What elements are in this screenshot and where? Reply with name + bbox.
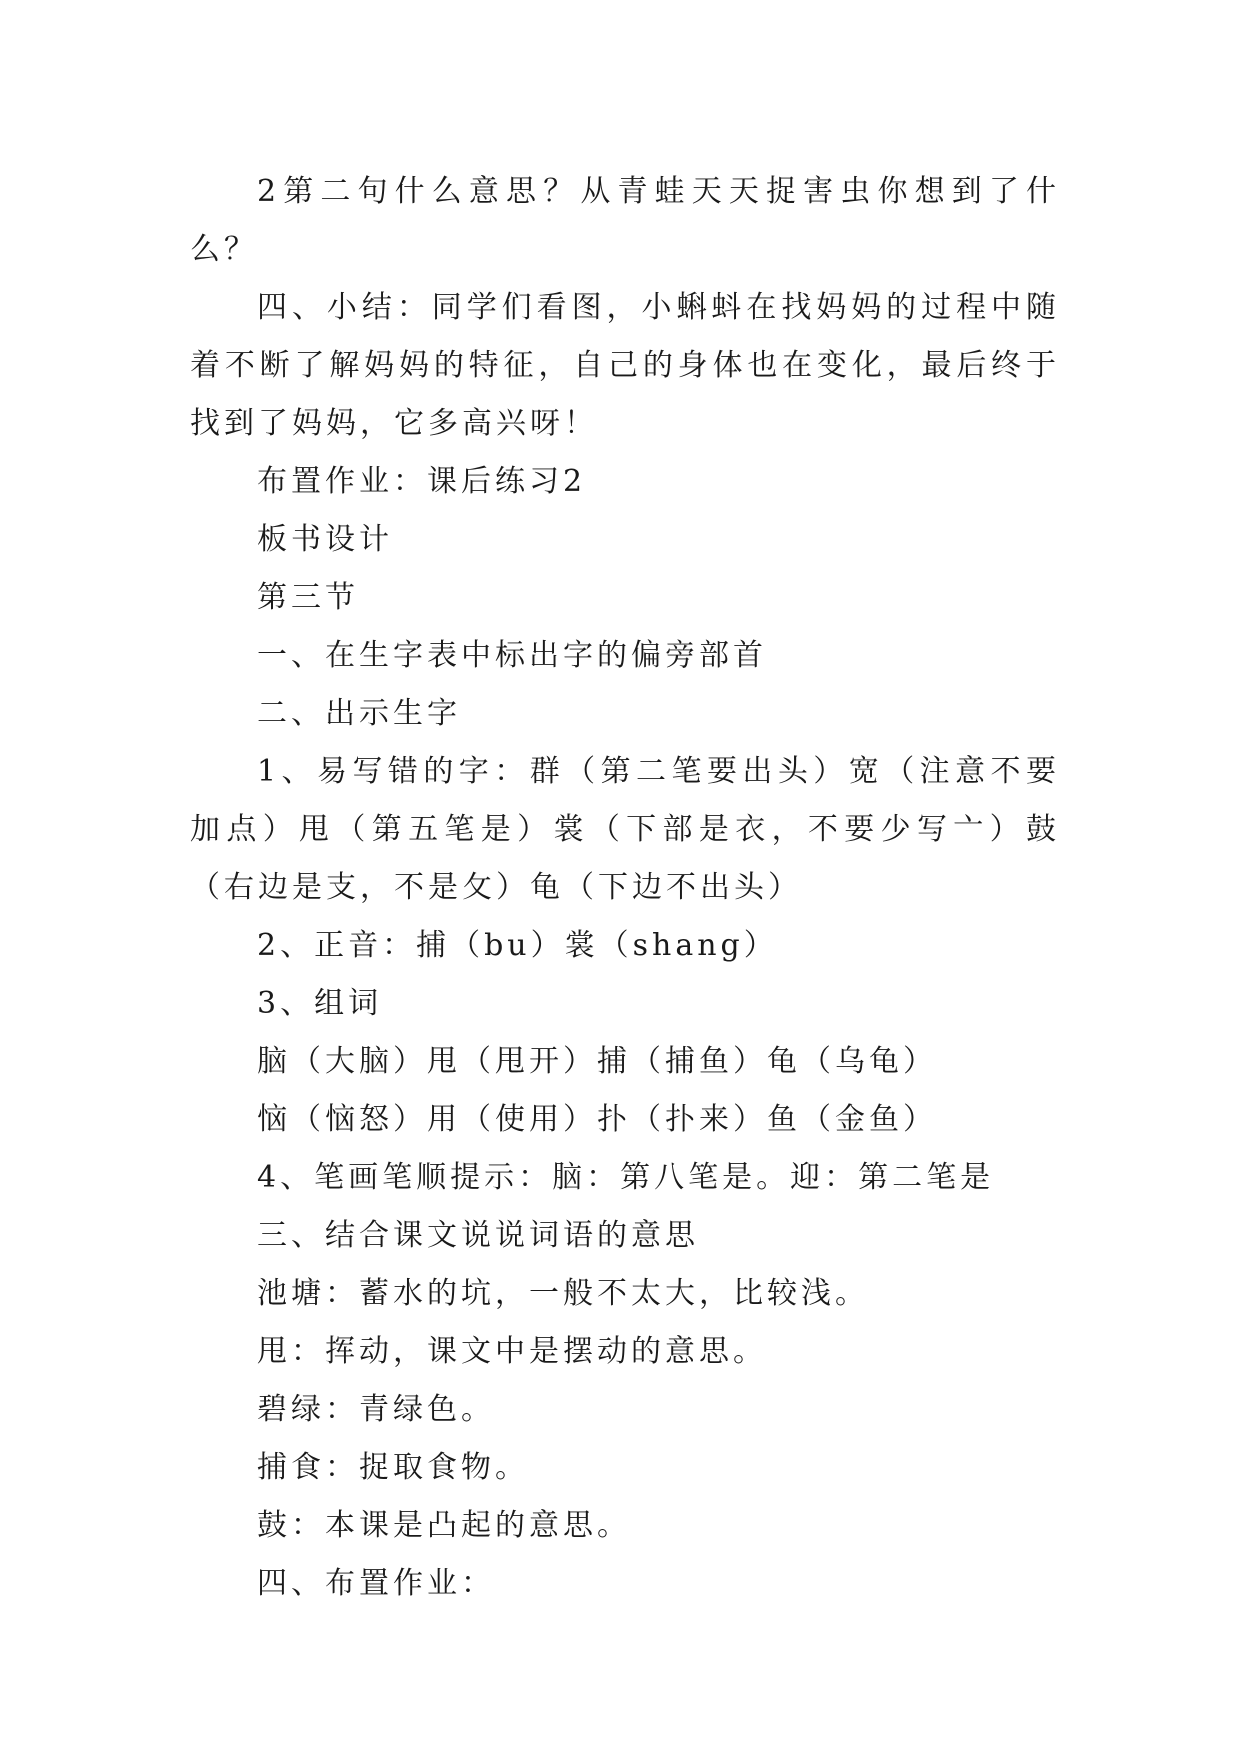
paragraph-word-group-2: 恼（恼怒）用（使用）扑（扑来）鱼（金鱼） [257,1102,937,1137]
paragraph-definition-green: 碧绿：青绿色。 [257,1392,495,1427]
paragraph-summary: 四、小结：同学们看图，小蝌蚪在找妈妈的过程中随着不断了解妈妈的特征，自己的身体也在变化，最后终于找到了妈妈，它多高兴呀！ [190,290,1060,441]
section-heading-third: 第三节 [257,580,359,615]
paragraph-definition-prey: 捕食：捉取食物。 [257,1450,529,1485]
paragraph-step-1: 一、在生字表中标出字的偏旁部首 [257,638,767,673]
paragraph-definition-bulge: 鼓：本课是凸起的意思。 [257,1508,631,1543]
paragraph-step-2: 二、出示生字 [257,696,461,731]
paragraph-pronunciation: 2、正音：捕（bu）裳（shang） [257,928,778,963]
paragraph-word-building: 3、组词 [257,986,383,1021]
paragraph-homework: 布置作业：课后练习2 [257,464,587,499]
paragraph-step-4: 四、布置作业： [257,1566,495,1601]
paragraph-definition-pond: 池塘：蓄水的坑，一般不太大，比较浅。 [257,1276,869,1311]
paragraph-error-prone-chars: 1、易写错的字：群（第二笔要出头）宽（注意不要加点）甩（第五笔是）裳（下部是衣，不要少写亠）鼓（右边是支，不是攵）龟（下边不出头） [190,754,1060,905]
paragraph-stroke-order: 4、笔画笔顺提示：脑：第八笔是。迎：第二笔是 [257,1160,995,1195]
paragraph-question-2: 2第二句什么意思？从青蛙天天捉害虫你想到了什么？ [190,174,1060,267]
paragraph-step-3: 三、结合课文说说词语的意思 [257,1218,699,1253]
paragraph-definition-swing: 甩：挥动，课文中是摆动的意思。 [257,1334,767,1369]
paragraph-word-group-1: 脑（大脑）甩（甩开）捕（捕鱼）龟（乌龟） [257,1044,937,1079]
document-body [190,163,1060,1613]
paragraph-board-design: 板书设计 [257,522,393,557]
